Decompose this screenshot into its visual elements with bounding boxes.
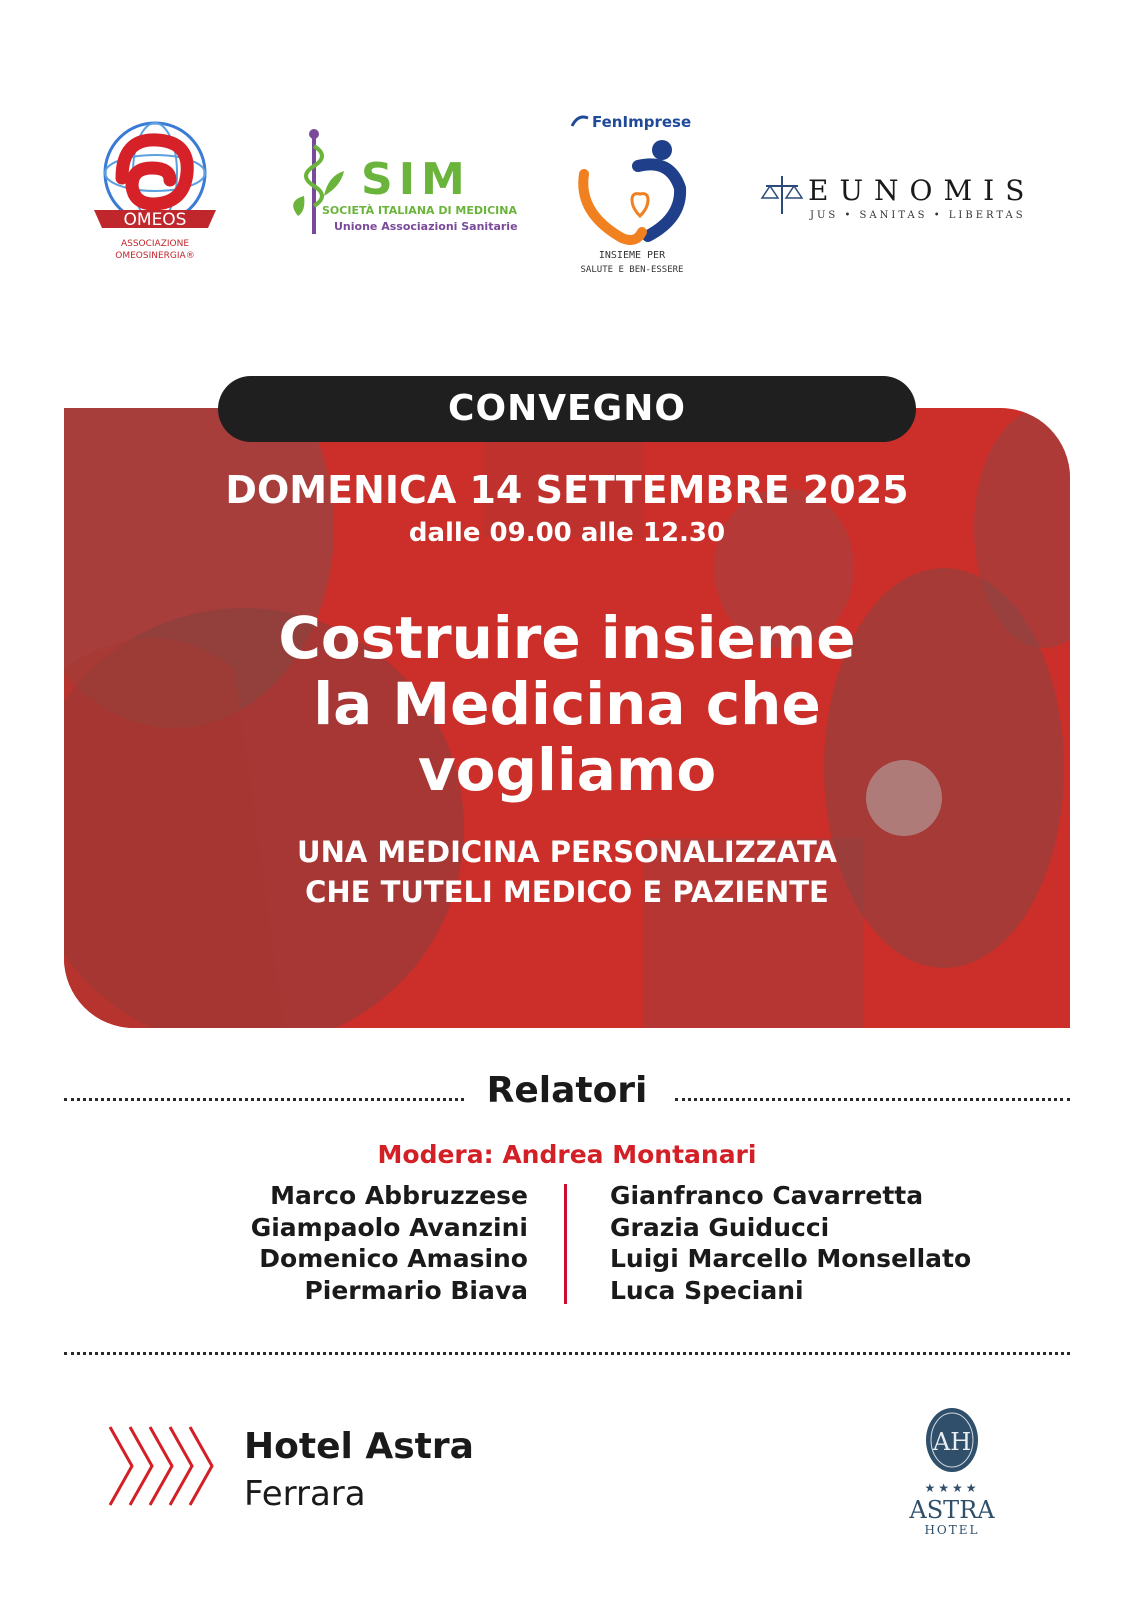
chevron-arrows-icon [108,1425,218,1507]
astra-monogram: AH [932,1428,972,1456]
speakers-list-left [108,1180,528,1306]
event-title-line: la Medicina che [313,670,821,738]
event-subtitle-line: CHE TUTELI MEDICO E PAZIENTE [305,875,829,909]
speaker-name: Luca Speciani [610,1275,804,1305]
sim-name: SIM [361,154,471,205]
sim-line2: Unione Associazioni Sanitarie [334,220,518,233]
event-title-line: Costruire insieme [278,604,856,672]
event-tag-pill: CONVEGNO [218,376,916,442]
event-time: dalle 09.00 alle 12.30 [408,518,726,548]
omeos-logo [92,118,222,268]
fenimprese-name: FenImprese [592,113,692,131]
speaker-name: Grazia Guiducci [610,1212,830,1242]
fenimprese-logo [570,108,700,278]
sim-line1: SOCIETÀ ITALIANA DI MEDICINA [322,204,517,217]
venue-name: Hotel Astra [244,1426,474,1467]
sim-logo [286,126,526,246]
dotted-divider [64,1352,1070,1355]
astra-stars: ★★★★ [924,1481,980,1495]
omeos-name: OMEOS [123,210,187,230]
event-date: DOMENICA 14 SETTEMBRE 2025 [225,468,909,512]
fenimprese-line1: INSIEME PER [598,250,666,261]
speakers-heading: Relatori [486,1070,648,1111]
speakers-list-right [610,1180,1050,1306]
astra-name: ASTRA [909,1496,995,1524]
eunomis-motto: JUS • SANITAS • LIBERTAS [810,210,1026,221]
hotel-astra-logo [890,1398,1020,1548]
event-subtitle-line: UNA MEDICINA PERSONALIZZATA [297,835,837,869]
moderator: Modera: Andrea Montanari [377,1140,757,1169]
astra-sub: HOTEL [924,1523,980,1537]
venue-city: Ferrara [244,1474,366,1514]
speaker-name: Domenico Amasino [259,1244,528,1273]
omeos-line1: ASSOCIAZIONE [120,239,190,249]
dotted-divider [675,1098,1070,1101]
fenimprese-line2: SALUTE E BEN-ESSERE [580,265,684,275]
event-subtitle [64,832,1070,912]
omeos-line2: OMEOSINERGIA® [115,251,195,261]
speaker-name: Marco Abbruzzese [270,1181,528,1210]
speakers-column-divider [564,1184,567,1304]
event-title-line: vogliamo [417,736,717,804]
dotted-divider [64,1098,464,1101]
speaker-name: Luigi Marcello Monsellato [610,1244,972,1273]
event-title [64,605,1070,803]
eunomis-logo [760,170,1050,230]
speaker-name: Piermario Biava [304,1275,528,1305]
speaker-name: Giampaolo Avanzini [250,1212,528,1242]
speaker-name: Gianfranco Cavarretta [610,1181,924,1210]
eunomis-name: EUNOMIS [808,174,1036,207]
